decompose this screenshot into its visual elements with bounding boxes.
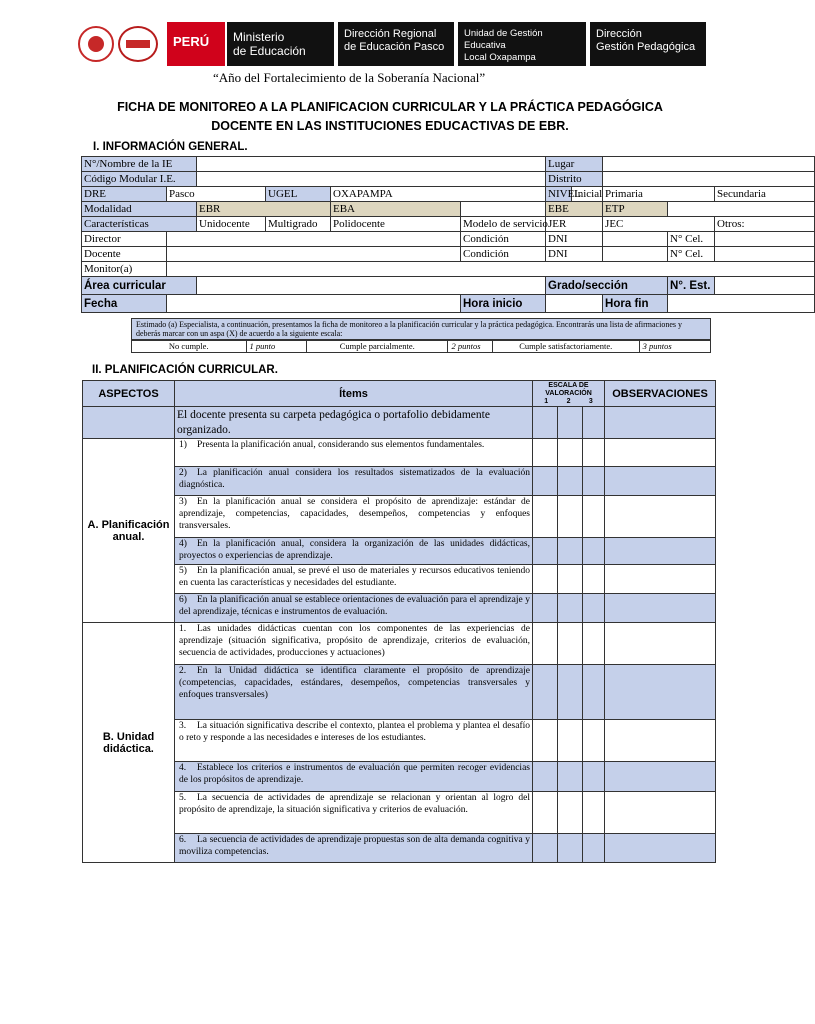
label-modalidad: Modalidad bbox=[82, 202, 197, 217]
label-nest: N°. Est. bbox=[668, 277, 715, 295]
col-observaciones: OBSERVACIONES bbox=[605, 381, 716, 407]
b-item-score-3[interactable] bbox=[583, 792, 605, 834]
b-item-score-2[interactable] bbox=[558, 720, 583, 762]
modalidad-eba-box[interactable] bbox=[461, 202, 546, 217]
b-item-score-1[interactable] bbox=[533, 665, 558, 720]
b-item-score-3[interactable] bbox=[583, 665, 605, 720]
a-item bbox=[175, 439, 533, 467]
table-row bbox=[83, 720, 716, 762]
item-text: En la planificación anual, se prevé el uso de materiales y recursos educativos teniendo en cuenta las características y necesidades del estudiante. bbox=[179, 566, 530, 588]
label-director: Director bbox=[82, 232, 167, 247]
a-item-score-2[interactable] bbox=[558, 594, 583, 623]
label-codigo: Código Modular I.E. bbox=[82, 172, 197, 187]
item-text: En la planificación anual se establece orientaciones de evaluación para el aprendizaje y del aprendizaje, técnicas e instrumentos de evaluación. bbox=[179, 595, 530, 617]
label-docente: Docente bbox=[82, 247, 167, 262]
label-dni-director: DNI bbox=[546, 232, 603, 247]
table-row bbox=[83, 467, 716, 496]
a-item bbox=[175, 467, 533, 496]
b-item bbox=[175, 720, 533, 762]
label-condicion-director: Condición bbox=[461, 232, 546, 247]
label-nivel: NIVEL bbox=[546, 187, 572, 202]
scale-p2: 2 puntos bbox=[448, 341, 492, 353]
modelo-jer[interactable]: JER bbox=[546, 217, 603, 232]
a-item bbox=[175, 538, 533, 565]
b-item bbox=[175, 623, 533, 665]
label-grado: Grado/sección bbox=[546, 277, 668, 295]
item-number: 5. bbox=[179, 793, 187, 803]
dre-value[interactable]: Pasco bbox=[167, 187, 266, 202]
table-row bbox=[83, 792, 716, 834]
modalidad-ebr[interactable]: EBR bbox=[197, 202, 331, 217]
a-aspect: A. Planificación anual. bbox=[83, 439, 175, 623]
a-item-score-1[interactable] bbox=[533, 594, 558, 623]
item-text: En la planificación anual, considera la organización de las unidades didácticas, proyectos o experiencias de aprendizaje. bbox=[179, 539, 530, 561]
distrito-field[interactable] bbox=[603, 172, 815, 187]
nivel-secundaria[interactable]: Secundaria bbox=[715, 187, 815, 202]
b-item bbox=[175, 665, 533, 720]
table-row bbox=[83, 762, 716, 792]
scale-p3: 3 puntos bbox=[639, 341, 710, 353]
a-item-score-3[interactable] bbox=[583, 594, 605, 623]
a-item bbox=[175, 496, 533, 538]
a-item-score-2[interactable] bbox=[558, 467, 583, 496]
a-item bbox=[175, 565, 533, 594]
nivel-primaria[interactable]: Primaria bbox=[603, 187, 715, 202]
nombre-ie-field[interactable] bbox=[197, 157, 546, 172]
document-title: FICHA DE MONITOREO A LA PLANIFICACION CURRICULAR Y LA PRÁCTICA PEDAGÓGICA DOCENTE EN LAS INSTITUCIONES EDUCACTIVAS DE EBR. bbox=[117, 100, 663, 133]
modalidad-etp[interactable]: ETP bbox=[603, 202, 668, 217]
nivel-inicial[interactable]: Inicial bbox=[572, 187, 603, 202]
dni-docente-field[interactable] bbox=[603, 247, 668, 262]
item-number: 6. bbox=[179, 835, 187, 845]
b-item-score-2[interactable] bbox=[558, 623, 583, 665]
item-number: 2) bbox=[179, 468, 187, 478]
label-fecha: Fecha bbox=[82, 295, 167, 313]
label-cel-director: N° Cel. bbox=[668, 232, 715, 247]
item-text: La planificación anual considera los resultados sistematizados de la evaluación diagnóstica. bbox=[179, 468, 530, 490]
b-item bbox=[175, 762, 533, 792]
b-item-score-2[interactable] bbox=[558, 834, 583, 863]
ugel-logo: Unidad de Gestión Educativa Local Oxapampa bbox=[458, 22, 586, 66]
b-item-score-3[interactable] bbox=[583, 720, 605, 762]
item-number: 2. bbox=[179, 666, 187, 676]
item-number: 6) bbox=[179, 595, 187, 605]
peru-coat-of-arms-icon bbox=[78, 26, 114, 62]
b-item-score-2[interactable] bbox=[558, 792, 583, 834]
cel-docente-field[interactable] bbox=[715, 247, 815, 262]
item-text: En la planificación anual se considera el propósito de aprendizaje: estándar de aprendizaje, competencias, capacidades, desempeños, competencias y enfoques transversales. bbox=[179, 497, 530, 531]
item-number: 3. bbox=[179, 721, 187, 731]
b-item-score-2[interactable] bbox=[558, 665, 583, 720]
b-item-observation[interactable] bbox=[605, 623, 716, 665]
a-item-score-3[interactable] bbox=[583, 565, 605, 594]
modelo-jec[interactable]: JEC bbox=[603, 217, 715, 232]
col-items: Ítems bbox=[175, 381, 533, 407]
section-planificacion: II. PLANIFICACIÓN CURRICULAR. bbox=[92, 364, 278, 376]
dni-director-field[interactable] bbox=[603, 232, 668, 247]
a-item-score-3[interactable] bbox=[583, 496, 605, 538]
peru-logo: PERÚ bbox=[167, 22, 225, 66]
item-text: Establece los criterios e instrumentos de evaluación que permiten recoger evidencias de los propósitos de aprendizaje. bbox=[179, 763, 530, 785]
b-item-score-1[interactable] bbox=[533, 762, 558, 792]
b-item-score-2[interactable] bbox=[558, 762, 583, 792]
table-row bbox=[83, 538, 716, 565]
item-text: En la Unidad didáctica se identifica claramente el propósito de aprendizaje (competencias, capacidades, estándares, desempeños, competencias transversales y enfoques transversales) bbox=[179, 666, 530, 700]
label-ugel: UGEL bbox=[266, 187, 331, 202]
hora-fin-field[interactable] bbox=[668, 295, 815, 313]
modelo-otros[interactable]: Otros: bbox=[715, 217, 815, 232]
a-item-score-1[interactable] bbox=[533, 496, 558, 538]
table-row bbox=[83, 594, 716, 623]
dgp-logo: Dirección Gestión Pedagógica bbox=[590, 22, 706, 66]
item-number: 5) bbox=[179, 566, 187, 576]
item-text: Presenta la planificación anual, considerando sus elementos fundamentales. bbox=[197, 440, 485, 450]
a-item-score-1[interactable] bbox=[533, 467, 558, 496]
a-item-score-2[interactable] bbox=[558, 565, 583, 594]
label-distrito: Distrito bbox=[546, 172, 603, 187]
b-item-score-1[interactable] bbox=[533, 834, 558, 863]
b-item-score-1[interactable] bbox=[533, 720, 558, 762]
label-monitor: Monitor(a) bbox=[82, 262, 167, 277]
a-item-score-1[interactable] bbox=[533, 538, 558, 565]
label-dni-docente: DNI bbox=[546, 247, 603, 262]
b-item-score-1[interactable] bbox=[533, 623, 558, 665]
label-modelo: Modelo de servicio bbox=[461, 217, 546, 232]
b-item bbox=[175, 792, 533, 834]
table-row bbox=[83, 834, 716, 863]
b-item-observation[interactable] bbox=[605, 834, 716, 863]
label-dre: DRE bbox=[82, 187, 167, 202]
b-item bbox=[175, 834, 533, 863]
b-item-score-3[interactable] bbox=[583, 834, 605, 863]
a-item-score-2[interactable] bbox=[558, 538, 583, 565]
intro-score-1[interactable] bbox=[533, 407, 558, 439]
ugel-value[interactable]: OXAPAMPA bbox=[331, 187, 546, 202]
a-item-score-2[interactable] bbox=[558, 439, 583, 467]
fecha-field[interactable] bbox=[167, 295, 461, 313]
lugar-field[interactable] bbox=[603, 157, 815, 172]
scale-note: Estimado (a) Especialista, a continuación, presentamos la ficha de monitoreo a la planificación curricular y la práctica pedagógica. Encontrarás una lista de afirmaciones y deberás marcar con un aspa (X) de acuerdo a la siguiente escala: bbox=[131, 318, 711, 340]
item-number: 1. bbox=[179, 624, 187, 634]
table-row bbox=[83, 565, 716, 594]
label-caracteristicas: Características bbox=[82, 217, 197, 232]
scale-no-cumple: No cumple. bbox=[132, 341, 247, 353]
a-item-score-1[interactable] bbox=[533, 439, 558, 467]
b-item-score-3[interactable] bbox=[583, 762, 605, 792]
cel-director-field[interactable] bbox=[715, 232, 815, 247]
motto: “Año del Fortalecimiento de la Soberanía Nacional” bbox=[213, 70, 486, 85]
item-number: 4. bbox=[179, 763, 187, 773]
item-text: La situación significativa describe el contexto, plantea el problema y plantea el desafío o reto y responde a las necesidades e intereses de los estudiantes. bbox=[179, 721, 530, 743]
a-item bbox=[175, 594, 533, 623]
col-aspectos: ASPECTOS bbox=[83, 381, 175, 407]
table-row bbox=[83, 665, 716, 720]
a-item-observation[interactable] bbox=[605, 594, 716, 623]
oxapampa-seal-icon bbox=[118, 26, 158, 62]
b-aspect: B. Unidad didáctica. bbox=[83, 623, 175, 863]
docente-field[interactable] bbox=[167, 247, 461, 262]
label-hora-fin: Hora fin bbox=[603, 295, 668, 313]
label-hora-inicio: Hora inicio bbox=[461, 295, 546, 313]
item-number: 1) bbox=[179, 440, 187, 450]
item-text: La secuencia de actividades de aprendizaje se relacionan y orientan al logro del propósito de aprendizaje, la situación significativa y criterios de evaluación. bbox=[179, 793, 530, 815]
a-item-observation[interactable] bbox=[605, 496, 716, 538]
modalidad-etp-box[interactable] bbox=[668, 202, 815, 217]
label-condicion-docente: Condición bbox=[461, 247, 546, 262]
intro-item: El docente presenta su carpeta pedagógica o portafolio debidamente organizado. bbox=[175, 407, 533, 439]
a-item-observation[interactable] bbox=[605, 467, 716, 496]
table-row bbox=[83, 496, 716, 538]
b-item-observation[interactable] bbox=[605, 720, 716, 762]
a-item-observation[interactable] bbox=[605, 439, 716, 467]
car-multigrado[interactable]: Multigrado bbox=[266, 217, 331, 232]
header-banner bbox=[70, 22, 706, 66]
codigo-field[interactable] bbox=[197, 172, 546, 187]
car-polidocente[interactable]: Polidocente bbox=[331, 217, 461, 232]
monitor-field[interactable] bbox=[167, 262, 815, 277]
scale-p1: 1 punto bbox=[246, 341, 307, 353]
label-nombre-ie: N°/Nombre de la IE bbox=[82, 157, 197, 172]
section-general-info: I. INFORMACIÓN GENERAL. bbox=[93, 141, 248, 153]
general-info-table bbox=[81, 156, 815, 313]
b-item-score-1[interactable] bbox=[533, 792, 558, 834]
scale-satisf: Cumple satisfactoriamente. bbox=[492, 341, 639, 353]
nest-field[interactable] bbox=[715, 277, 815, 295]
a-item-score-3[interactable] bbox=[583, 467, 605, 496]
a-item-score-2[interactable] bbox=[558, 496, 583, 538]
a-item-score-1[interactable] bbox=[533, 565, 558, 594]
dre-logo: Dirección Regional de Educación Pasco bbox=[338, 22, 454, 66]
b-item-observation[interactable] bbox=[605, 792, 716, 834]
intro-observation[interactable] bbox=[605, 407, 716, 439]
a-item-observation[interactable] bbox=[605, 538, 716, 565]
table-row bbox=[83, 623, 716, 665]
area-field[interactable] bbox=[197, 277, 546, 295]
col-escala: ESCALA DE VALORACIÓN 1 2 3 bbox=[533, 381, 605, 407]
modalidad-ebe[interactable]: EBE bbox=[546, 202, 603, 217]
a-item-score-3[interactable] bbox=[583, 439, 605, 467]
label-area: Área curricular bbox=[82, 277, 197, 295]
label-lugar: Lugar bbox=[546, 157, 603, 172]
intro-score-3[interactable] bbox=[583, 407, 605, 439]
scale-table bbox=[131, 340, 711, 353]
b-item-observation[interactable] bbox=[605, 665, 716, 720]
item-number: 4) bbox=[179, 539, 187, 549]
b-item-observation[interactable] bbox=[605, 762, 716, 792]
ministerio-logo: Ministerio de Educación bbox=[227, 22, 334, 66]
item-text: Las unidades didácticas cuentan con los componentes de las experiencias de aprendizaje (situación significativa, propósito de aprendizaje, criterios de evaluación, secuencia de actividades, producciones y actuaciones) bbox=[179, 624, 530, 658]
rating-scale bbox=[131, 318, 711, 353]
scale-parcial: Cumple parcialmente. bbox=[307, 341, 448, 353]
label-cel-docente: N° Cel. bbox=[668, 247, 715, 262]
car-unidocente[interactable]: Unidocente bbox=[197, 217, 266, 232]
table-row bbox=[83, 439, 716, 467]
director-field[interactable] bbox=[167, 232, 461, 247]
intro-score-2[interactable] bbox=[558, 407, 583, 439]
a-item-observation[interactable] bbox=[605, 565, 716, 594]
modalidad-eba[interactable]: EBA bbox=[331, 202, 461, 217]
b-item-score-3[interactable] bbox=[583, 623, 605, 665]
a-item-score-3[interactable] bbox=[583, 538, 605, 565]
hora-inicio-field[interactable] bbox=[546, 295, 603, 313]
planificacion-table bbox=[82, 380, 716, 863]
item-number: 3) bbox=[179, 497, 187, 507]
item-text: La secuencia de actividades de aprendizaje propuestas son de alta demanda cognitiva y moviliza competencias. bbox=[179, 835, 530, 857]
